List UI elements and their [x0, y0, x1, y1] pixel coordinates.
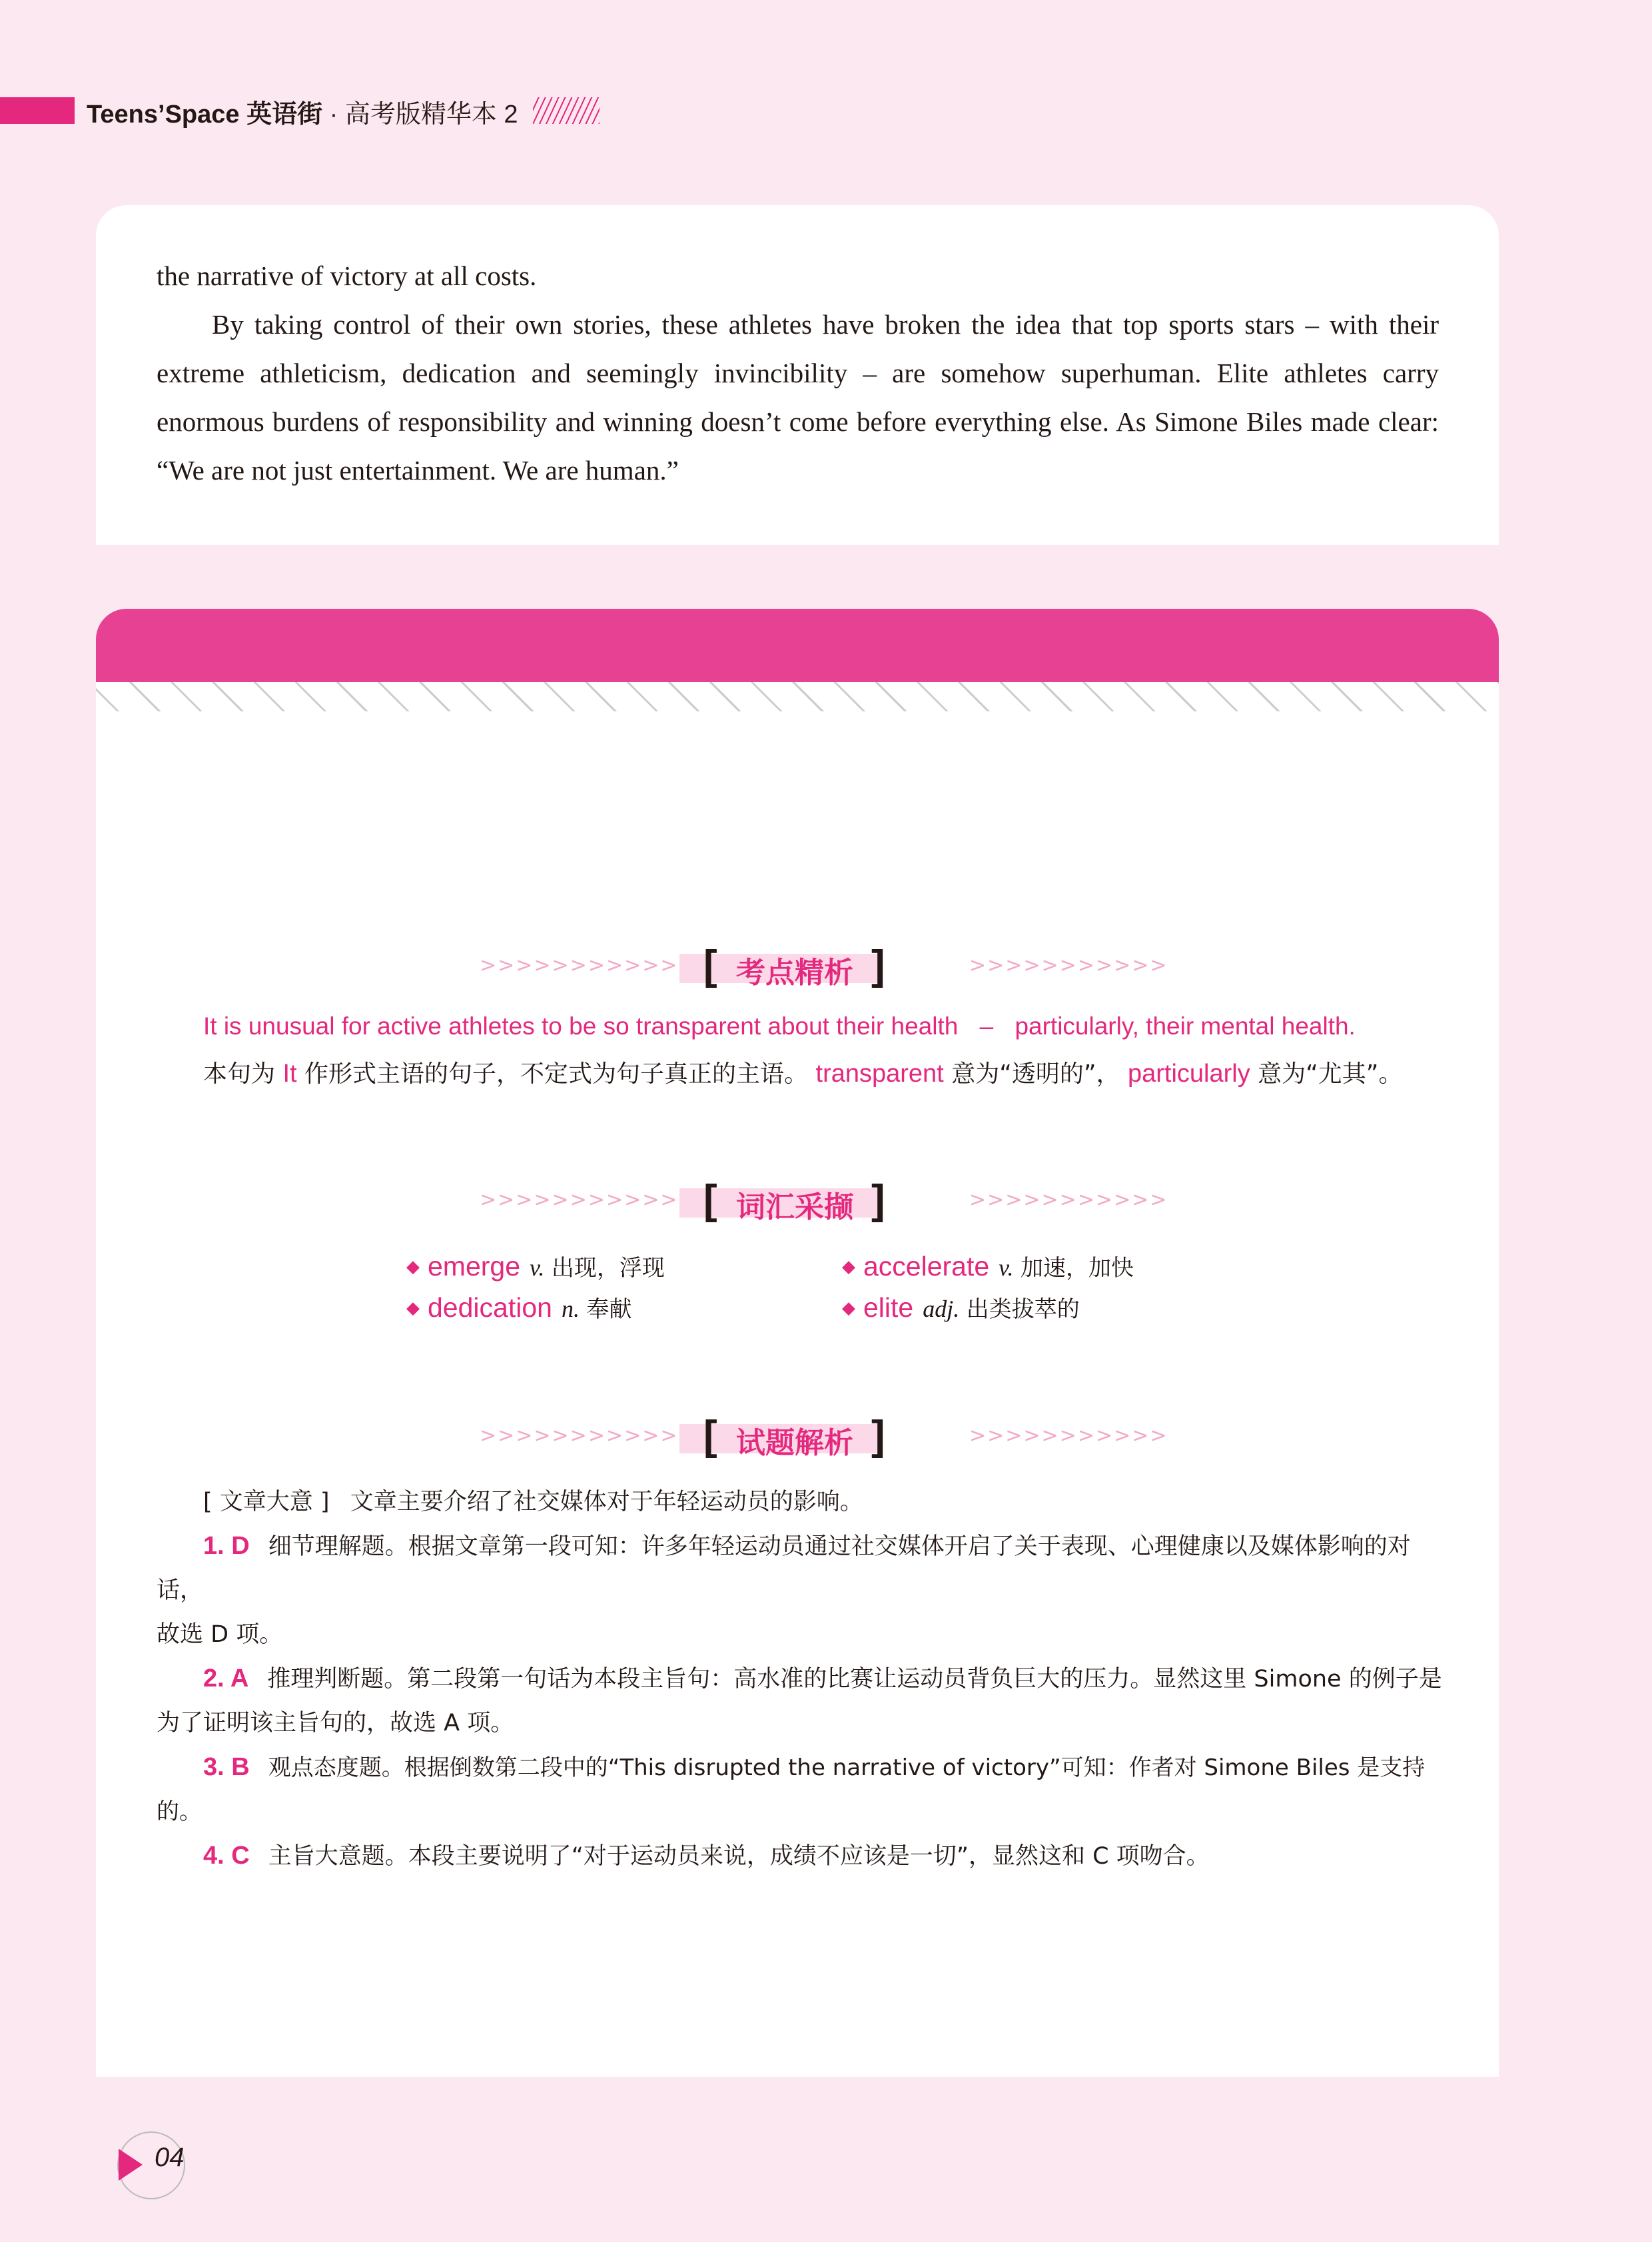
header-slash-decoration	[533, 97, 600, 124]
vocab-meaning: 出现，浮现	[551, 1255, 665, 1282]
kaodian-cn-it: It	[282, 1060, 297, 1088]
kaodian-cn-1: 本句为	[203, 1060, 276, 1088]
section-answers-header	[480, 1413, 1168, 1463]
kaodian-cn-4: 意为“尤其”。	[1258, 1060, 1403, 1088]
header-subtitle: · 高考版精华本 2	[329, 101, 518, 129]
answer-text: 观点态度题。根据倒数第二段中的“This disrupted the narrative of victory”可知：作者对 Simone Biles 是支持的。	[157, 1754, 1426, 1825]
arrows-right: >>>>>>>>>>>	[969, 954, 1168, 977]
page-number: 04	[155, 2143, 185, 2172]
vocab-pos: v.	[530, 1254, 545, 1281]
answer-number: 4. C	[203, 1842, 250, 1870]
answer-item	[157, 1745, 1446, 1834]
kaodian-sentence-part1: It is unusual for active athletes to be so transparent about their health	[203, 1012, 959, 1040]
vocab-word: dedication	[428, 1292, 552, 1323]
answer-summary	[157, 1480, 1446, 1878]
analysis-card-band	[96, 609, 1499, 682]
vocab-word: elite	[863, 1292, 914, 1323]
answer-item	[157, 1657, 1446, 1745]
answer-continuation: 为了证明该主旨句的，故选 A 项。	[157, 1710, 514, 1736]
kaodian-cn-2: 作形式主语的句子，不定式为句子真正的主语。	[304, 1060, 809, 1088]
section-kaodian-header	[480, 942, 1168, 992]
diamond-bullet-icon: ◆	[406, 1256, 420, 1276]
passage-paragraph-2: By taking control of their own stories, these athletes have broken the idea that top sports stars – with their extreme athleticism, dedication and seemingly invincibility – are somehow superhuman. Elite athletes carry enormous burdens of responsibility and winning doesn’t come before everything else. As Simone Biles made clear: “We are not just entertainment. We are human.”	[157, 309, 1439, 486]
answer-item	[157, 1524, 1446, 1657]
answer-number: 3. B	[203, 1753, 250, 1781]
diamond-bullet-icon: ◆	[842, 1298, 855, 1317]
header-accent-bar	[0, 97, 75, 124]
arrows-right: >>>>>>>>>>>	[969, 1424, 1168, 1447]
play-triangle-icon	[119, 2149, 143, 2181]
answer-number: 2. A	[203, 1665, 249, 1692]
vocab-item	[842, 1250, 1134, 1282]
arrows-left: >>>>>>>>>>>	[480, 1188, 679, 1212]
bracket-right: ]	[871, 1177, 885, 1223]
summary-text: 文章主要介绍了社交媒体对于年轻运动员的影响。	[350, 1489, 863, 1515]
passage-paragraph-1: the narrative of victory at all costs.	[157, 260, 537, 291]
vocab-pos: adj.	[923, 1296, 960, 1322]
kaodian-cn-word-particularly: particularly	[1127, 1060, 1250, 1088]
section-title: 试题解析	[736, 1426, 853, 1460]
kaodian-explanation	[203, 1055, 1402, 1089]
kaodian-dash: –	[979, 1012, 994, 1040]
kaodian-cn-3: 意为“透明的”，	[951, 1060, 1120, 1088]
answer-text: 细节理解题。根据文章第一段可知：许多年轻运动员通过社交媒体开启了关于表现、心理健康以及媒体影响的对话，	[157, 1533, 1411, 1604]
diamond-bullet-icon: ◆	[406, 1298, 420, 1317]
summary-tag: [ 文章大意 ]	[203, 1489, 330, 1515]
vocab-word: accelerate	[863, 1251, 990, 1282]
header-title	[87, 93, 518, 130]
bracket-left: [	[703, 1413, 717, 1459]
vocab-item	[406, 1250, 665, 1282]
section-title: 词汇采撷	[736, 1190, 853, 1224]
kaodian-sentence-part2: particularly, their mental health.	[1015, 1012, 1356, 1040]
arrows-left: >>>>>>>>>>>	[480, 954, 679, 977]
answer-continuation: 故选 D 项。	[157, 1621, 283, 1648]
vocab-item	[842, 1291, 1080, 1323]
answer-number: 1. D	[203, 1532, 250, 1560]
kaodian-sentence	[203, 1012, 1356, 1040]
answer-text: 主旨大意题。本段主要说明了“对于运动员来说，成绩不应该是一切”，显然这和 C 项吻合。	[268, 1843, 1210, 1870]
answer-item	[157, 1834, 1446, 1878]
bracket-right: ]	[871, 942, 885, 988]
vocab-pos: v.	[999, 1254, 1014, 1281]
arrows-right: >>>>>>>>>>>	[969, 1188, 1168, 1212]
analysis-card-hatch	[96, 682, 1499, 711]
kaodian-cn-word-transparent: transparent	[815, 1060, 944, 1088]
bracket-left: [	[703, 1177, 717, 1223]
bracket-left: [	[703, 942, 717, 988]
section-title: 考点精析	[736, 956, 853, 990]
vocab-meaning: 出类拔萃的	[966, 1296, 1080, 1323]
diamond-bullet-icon: ◆	[842, 1256, 855, 1276]
answer-text: 推理判断题。第二段第一句话为本段主旨句：高水准的比赛让运动员背负巨大的压力。显然这里 Simone 的例子是	[267, 1666, 1442, 1692]
bracket-right: ]	[871, 1413, 885, 1459]
vocab-pos: n.	[561, 1296, 580, 1322]
vocab-item	[406, 1291, 632, 1323]
vocab-meaning: 奉献	[586, 1296, 632, 1323]
arrows-left: >>>>>>>>>>>	[480, 1424, 679, 1447]
vocab-word: emerge	[428, 1251, 521, 1282]
vocab-meaning: 加速，加快	[1021, 1255, 1134, 1282]
section-vocab-header	[480, 1177, 1168, 1227]
header-brand: Teens’Space 英语街	[87, 101, 323, 129]
passage-text	[157, 252, 1439, 495]
